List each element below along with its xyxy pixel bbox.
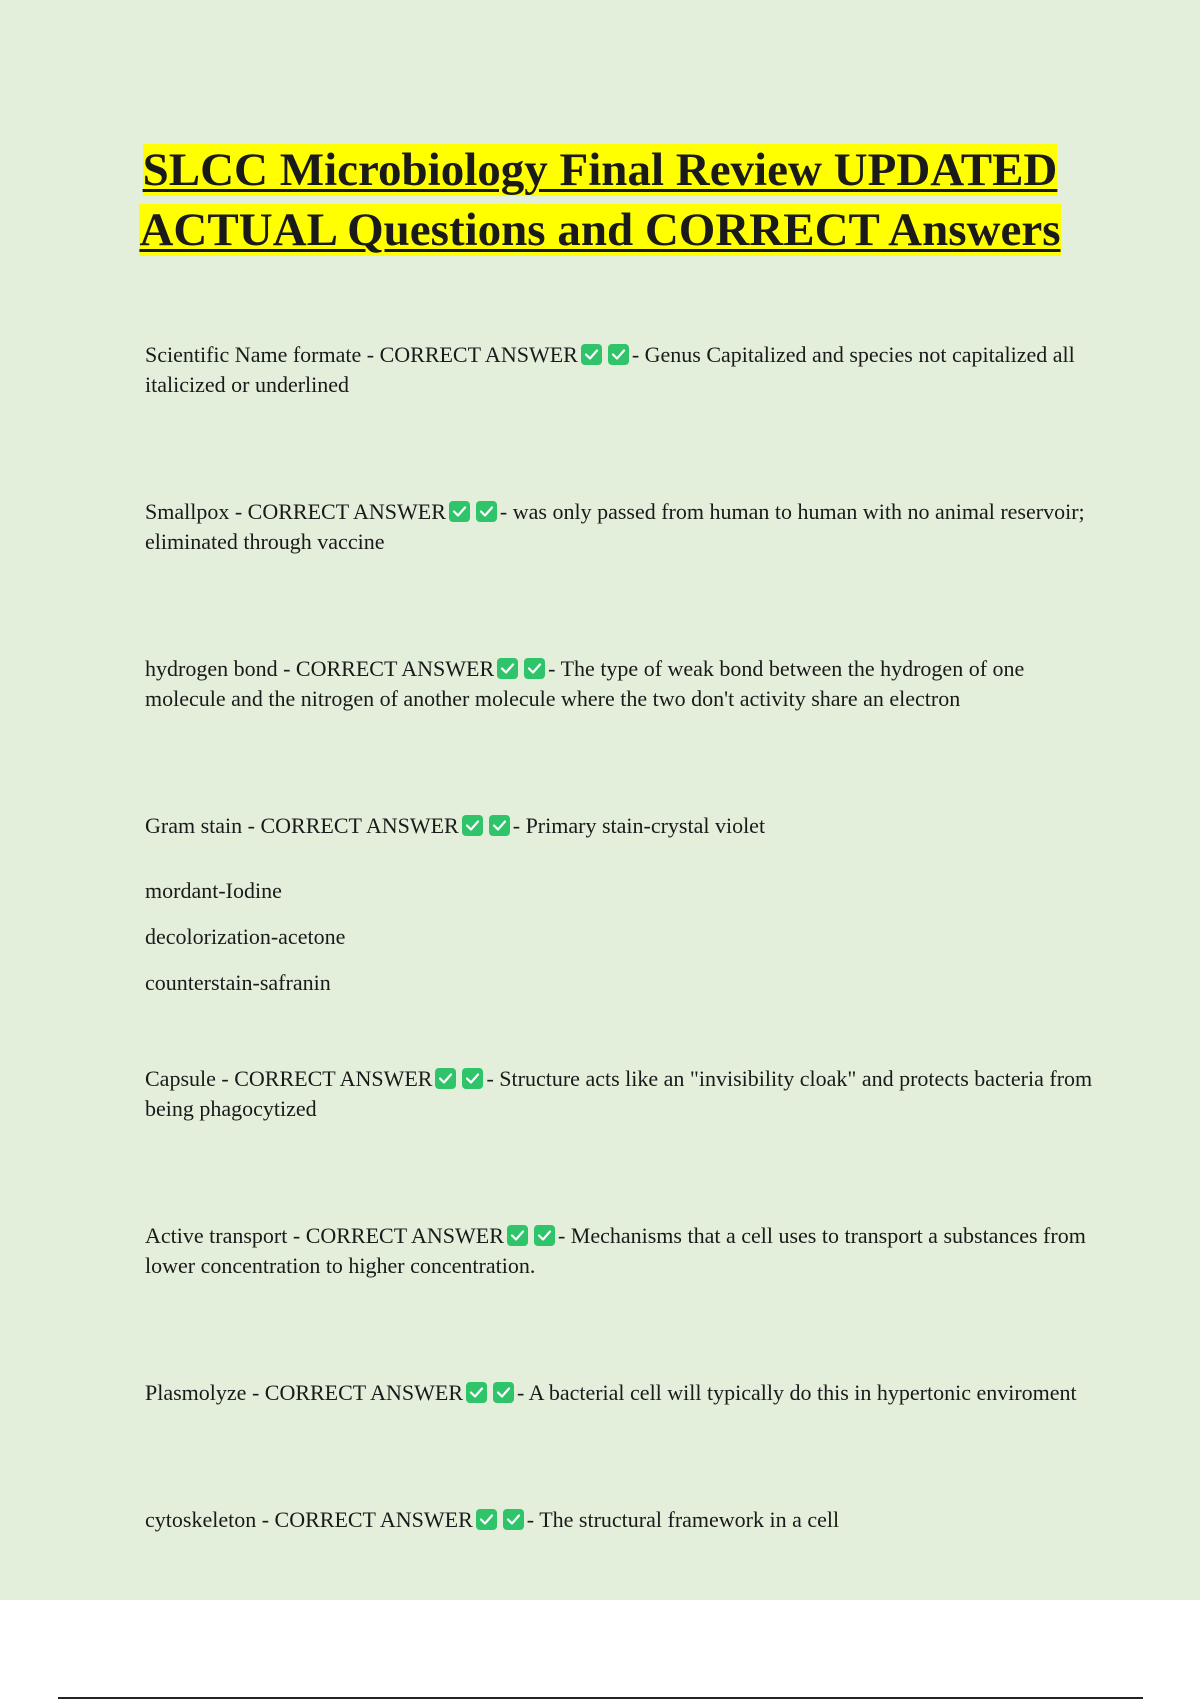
qa-item: Capsule - CORRECT ANSWER - Structure acts like an "invisibility cloak" and protects bacteria from being phagocytized xyxy=(145,1066,1093,1121)
check-mark-button-icon xyxy=(493,1382,514,1403)
qa-answer: A bacterial cell will typically do this in hypertonic enviroment xyxy=(528,1380,1077,1405)
check-mark-button-icon xyxy=(507,1225,528,1246)
check-mark-button-icon xyxy=(489,815,510,836)
qa-extra-line: mordant-Iodine xyxy=(145,878,282,903)
check-mark-button-icon xyxy=(476,501,497,522)
check-mark-button-icon xyxy=(608,344,629,365)
qa-answer: The structural framework in a cell xyxy=(539,1507,840,1532)
qa-answer: Structure acts like an "invisibility cloak" and protects bacteria from being phagocytized xyxy=(145,1066,1093,1121)
qa-item: Plasmolyze - CORRECT ANSWER - A bacterial cell will typically do this in hypertonic enviroment xyxy=(145,1380,1077,1405)
check-mark-button-icon xyxy=(476,1509,497,1530)
answer-marker: CORRECT ANSWER xyxy=(234,1066,433,1091)
qa-term: Plasmolyze xyxy=(145,1380,247,1405)
check-mark-button-icon xyxy=(462,1068,483,1089)
qa-item: Active transport - CORRECT ANSWER - Mechanisms that a cell uses to transport a substances from lower concentration to higher concentration. xyxy=(145,1223,1086,1278)
answer-marker: CORRECT ANSWER xyxy=(274,1507,473,1532)
check-mark-button-icon xyxy=(524,658,545,679)
answer-marker: CORRECT ANSWER xyxy=(295,656,495,681)
check-mark-button-icon xyxy=(449,501,470,522)
qa-term: Smallpox xyxy=(145,499,230,524)
check-mark-button-icon xyxy=(466,1382,487,1403)
check-mark-button-icon xyxy=(503,1509,524,1530)
answer-marker: CORRECT ANSWER xyxy=(305,1223,504,1248)
qa-list xyxy=(145,340,1095,1632)
check-mark-button-icon xyxy=(462,815,483,836)
document-title xyxy=(100,140,1100,260)
document-title-text: SLCC Microbiology Final Review UPDATED ACTUAL Questions and CORRECT Answers xyxy=(139,144,1061,256)
footer-divider xyxy=(58,1697,1143,1699)
qa-term: Gram stain xyxy=(145,813,243,838)
check-mark-button-icon xyxy=(534,1225,555,1246)
answer-marker: CORRECT ANSWER xyxy=(260,813,459,838)
answer-marker: CORRECT ANSWER xyxy=(247,499,446,524)
answer-marker: CORRECT ANSWER xyxy=(264,1380,464,1405)
qa-term: hydrogen bond xyxy=(145,656,278,681)
qa-term: cytoskeleton xyxy=(145,1507,257,1532)
qa-answer: Genus Capitalized and species not capitalized all italicized or underlined xyxy=(145,342,1075,397)
qa-item: hydrogen bond - CORRECT ANSWER - The type of weak bond between the hydrogen of one molecule and the nitrogen of another molecule where the two don't activity share an electron xyxy=(145,656,1025,711)
qa-term: Active transport xyxy=(145,1223,288,1248)
qa-answer: was only passed from human to human with no animal reservoir; eliminated through vaccine xyxy=(145,499,1085,554)
qa-term: Scientific Name formate xyxy=(145,342,362,367)
qa-item: Scientific Name formate - CORRECT ANSWER - Genus Capitalized and species not capitalized all italicized or underlined xyxy=(145,342,1075,397)
qa-item: cytoskeleton - CORRECT ANSWER - The structural framework in a cell xyxy=(145,1507,840,1532)
qa-item: Smallpox - CORRECT ANSWER - was only passed from human to human with no animal reservoir; eliminated through vaccine xyxy=(145,499,1085,554)
answer-marker: CORRECT ANSWER xyxy=(379,342,578,367)
qa-term: Capsule xyxy=(145,1066,216,1091)
qa-item: Gram stain - CORRECT ANSWER - Primary stain-crystal violet xyxy=(145,813,766,838)
check-mark-button-icon xyxy=(581,344,602,365)
check-mark-button-icon xyxy=(435,1068,456,1089)
qa-answer: Primary stain-crystal violet xyxy=(525,813,766,838)
qa-answer: The type of weak bond between the hydrogen of one molecule and the nitrogen of another molecule where the two don't activity share an electron xyxy=(145,656,1025,711)
qa-answer: Mechanisms that a cell uses to transport a substances from lower concentration to higher concentration. xyxy=(145,1223,1086,1278)
qa-extra-line: counterstain-safranin xyxy=(145,970,331,995)
qa-extra-line: decolorization-acetone xyxy=(145,924,346,949)
check-mark-button-icon xyxy=(497,658,518,679)
